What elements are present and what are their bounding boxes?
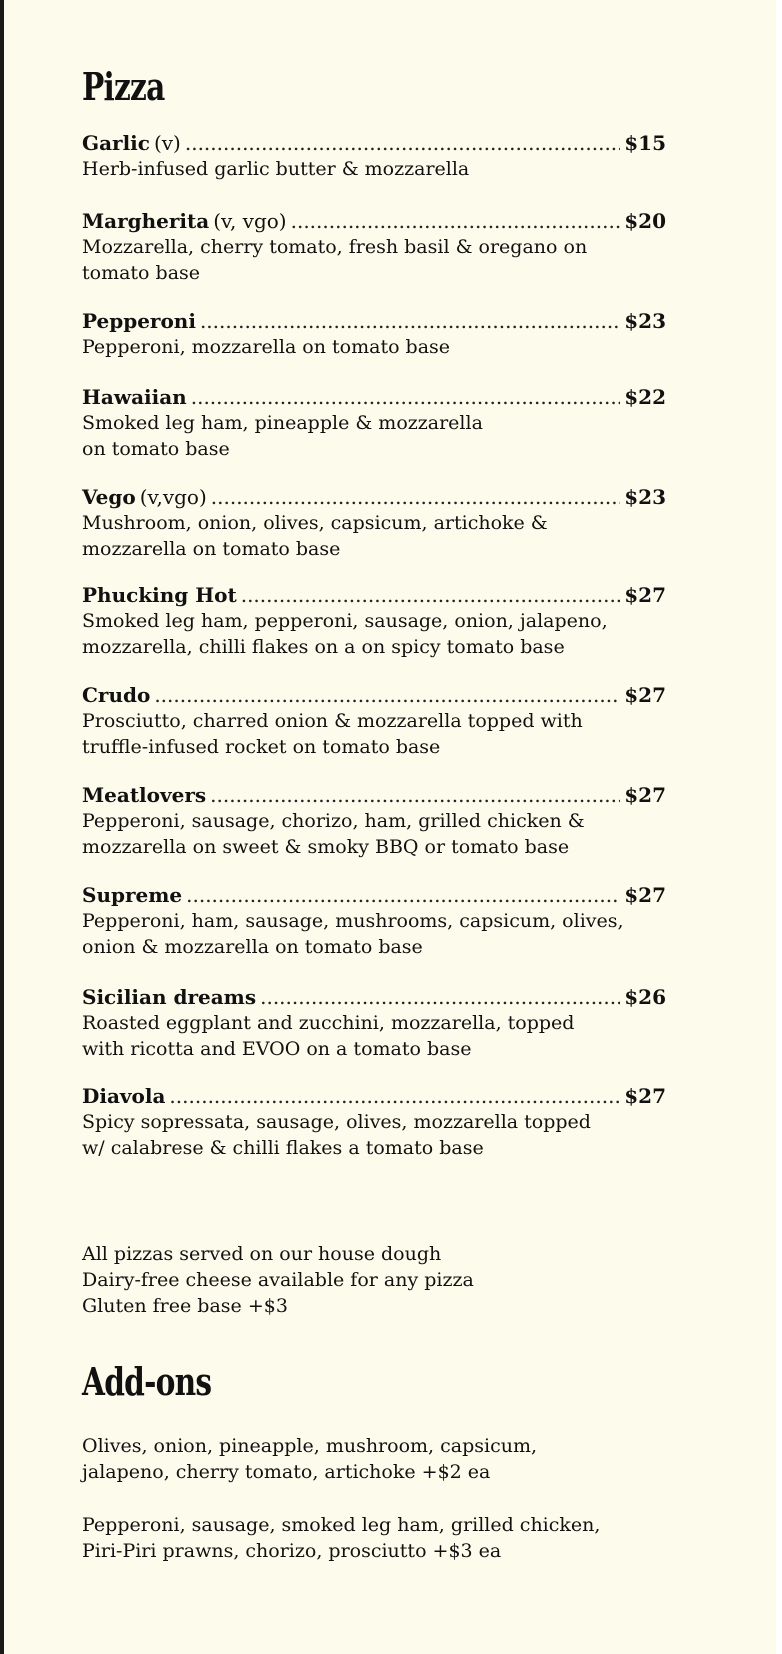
- item-name: Phucking Hot: [82, 583, 237, 607]
- item-description: Pepperoni, sausage, chorizo, ham, grilled chicken & mozzarella on sweet & smoky BBQ or tomato base: [82, 810, 585, 858]
- item-name: Sicilian dreams: [82, 985, 257, 1009]
- item-price: $15: [624, 131, 666, 155]
- menu-item-supreme: [82, 882, 666, 960]
- item-name: Pepperoni: [82, 309, 196, 333]
- item-description: Pepperoni, mozzarella on tomato base: [82, 336, 451, 358]
- item-description: Prosciutto, charred onion & mozzarella topped with truffle-infused rocket on tomato base: [82, 710, 583, 758]
- addon-group-meat: Pepperoni, sausage, smoked leg ham, grilled chicken, Piri-Piri prawns, chorizo, prosciutto +$3 ea: [82, 1514, 601, 1562]
- menu-item-pepperoni: [82, 308, 666, 360]
- item-price: $26: [624, 985, 666, 1009]
- item-name: Diavola: [82, 1084, 166, 1108]
- item-price: $27: [624, 583, 666, 607]
- leader-dots: [241, 582, 621, 608]
- addons-section-title: Add-ons: [82, 1359, 212, 1404]
- item-price: $27: [624, 783, 666, 807]
- addon-group-veg: Olives, onion, pineapple, mushroom, capsicum, jalapeno, cherry tomato, artichoke +$2 ea: [82, 1435, 538, 1483]
- leader-dots: [185, 130, 620, 156]
- item-tag: (v): [153, 131, 181, 155]
- pizza-notes: [82, 1241, 474, 1319]
- item-price: $27: [624, 883, 666, 907]
- menu-item-hawaiian: [82, 384, 666, 462]
- menu-item-meatlovers: [82, 782, 666, 860]
- item-description: Smoked leg ham, pepperoni, sausage, onion, jalapeno, mozzarella, chilli flakes on a on spicy tomato base: [82, 610, 608, 658]
- menu-item-diavola: [82, 1083, 666, 1161]
- note-house-dough: All pizzas served on our house dough: [82, 1243, 442, 1265]
- item-description: Mushroom, onion, olives, capsicum, artichoke & mozzarella on tomato base: [82, 512, 548, 560]
- item-description: Smoked leg ham, pineapple & mozzarella on tomato base: [82, 412, 483, 460]
- item-name: Crudo: [82, 683, 151, 707]
- item-name: Vego: [82, 485, 136, 509]
- item-price: $22: [624, 385, 666, 409]
- item-price: $27: [624, 1084, 666, 1108]
- item-tag: (v, vgo): [213, 209, 287, 233]
- item-price: $27: [624, 683, 666, 707]
- item-description: Herb-infused garlic butter & mozzarella: [82, 158, 470, 180]
- menu-item-crudo: [82, 682, 666, 760]
- leader-dots: [186, 882, 620, 908]
- menu-item-margherita: [82, 208, 666, 286]
- leader-dots: [291, 208, 621, 234]
- item-description: Roasted eggplant and zucchini, mozzarella, topped with ricotta and EVOO on a tomato base: [82, 1012, 575, 1060]
- item-name: Supreme: [82, 883, 183, 907]
- item-name: Hawaiian: [82, 385, 187, 409]
- leader-dots: [211, 484, 620, 510]
- note-dairy-free: Dairy-free cheese available for any pizza: [82, 1269, 474, 1291]
- item-name: Margherita: [82, 209, 210, 233]
- item-name: Garlic: [82, 131, 150, 155]
- item-price: $20: [624, 209, 666, 233]
- item-price: $23: [624, 485, 666, 509]
- menu-item-vego: [82, 484, 666, 562]
- leader-dots: [154, 682, 620, 708]
- item-name: Meatlovers: [82, 783, 207, 807]
- leader-dots: [260, 984, 620, 1010]
- item-description: Pepperoni, ham, sausage, mushrooms, capsicum, olives, onion & mozzarella on tomato base: [82, 910, 624, 958]
- item-description: Spicy sopressata, sausage, olives, mozzarella topped w/ calabrese & chilli flakes a tomato base: [82, 1111, 591, 1159]
- menu-item-phucking-hot: [82, 582, 666, 660]
- note-gluten-free: Gluten free base +$3: [82, 1295, 288, 1317]
- pizza-section-title: Pizza: [82, 64, 165, 109]
- item-tag: (v,vgo): [139, 485, 207, 509]
- leader-dots: [210, 782, 620, 808]
- item-description: Mozzarella, cherry tomato, fresh basil & oregano on tomato base: [82, 236, 588, 284]
- leader-dots: [191, 384, 621, 410]
- item-price: $23: [624, 309, 666, 333]
- leader-dots: [200, 308, 620, 334]
- menu-item-sicilian-dreams: [82, 984, 666, 1062]
- menu-item-garlic: [82, 130, 666, 182]
- leader-dots: [169, 1083, 620, 1109]
